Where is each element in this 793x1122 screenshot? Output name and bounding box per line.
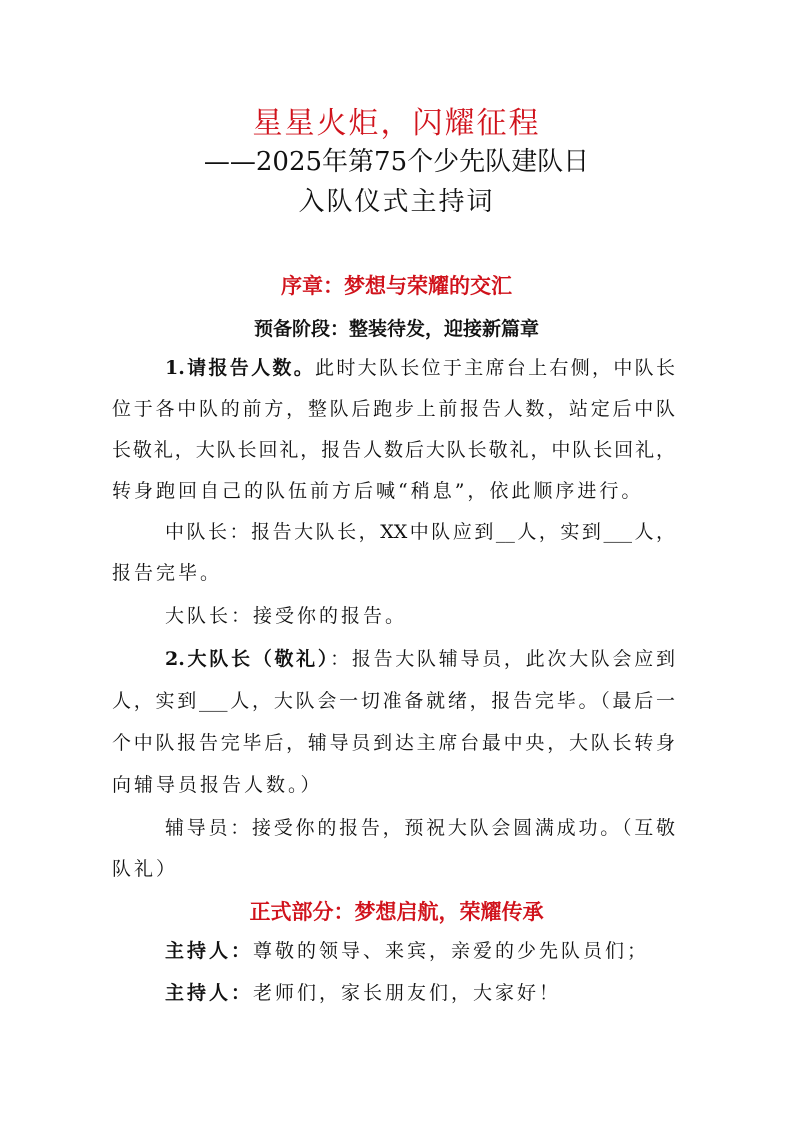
paragraph-line: 大队长：接受你的报告。 <box>165 605 408 627</box>
paragraph-line <box>165 646 675 672</box>
paragraph-line <box>165 980 675 1006</box>
subheading-preparation: 预备阶段：整装待发，迎接新篇章 <box>253 318 539 340</box>
speaker-label: 主持人： <box>165 982 254 1004</box>
paragraph-line: 中队长：报告大队长，XX中队应到__人，实到___人， <box>165 521 675 543</box>
speaker-label: 主持人： <box>165 940 254 962</box>
text: ：报告大队辅导员，此次大队会应到 <box>330 648 675 670</box>
paragraph-line: 报告完毕。 <box>112 562 223 584</box>
document-subtitle-2: 入队仪式主持词 <box>298 187 495 217</box>
step-label: 2.大队长（敬礼） <box>165 648 331 670</box>
text: 尊敬的领导、来宾，亲爱的少先队员们； <box>253 940 650 962</box>
section-heading-formal: 正式部分：梦想启航，荣耀传承 <box>249 899 544 924</box>
paragraph-line <box>165 355 675 381</box>
section-heading-prelude: 序章：梦想与荣耀的交汇 <box>281 273 512 298</box>
paragraph-line <box>165 938 675 964</box>
paragraph-line: 位于各中队的前方，整队后跑步上前报告人数，站定后中队 <box>112 398 675 420</box>
paragraph-line: 人，实到___人，大队会一切准备就绪，报告完毕。（最后一 <box>112 690 675 712</box>
paragraph-line: 转身跑回自己的队伍前方后喊“稍息”，依此顺序进行。 <box>112 480 644 502</box>
text: 此时大队长位于主席台上右侧，中队长 <box>315 357 675 379</box>
document-subtitle: ——2025年第75个少先队建队日 <box>203 147 590 177</box>
paragraph-line: 队礼） <box>112 858 179 880</box>
paragraph-line: 个中队报告完毕后，辅导员到达主席台最中央，大队长转身 <box>112 732 675 754</box>
document-title: 星星火炬，闪耀征程 <box>252 106 541 141</box>
paragraph-line: 长敬礼，大队长回礼，报告人数后大队长敬礼，中队长回礼， <box>112 439 675 461</box>
text: 老师们，家长朋友们，大家好！ <box>253 982 562 1004</box>
step-label: 1.请报告人数。 <box>165 357 316 379</box>
paragraph-line: 向辅导员报告人数。） <box>112 774 323 796</box>
paragraph-line: 辅导员：接受你的报告，预祝大队会圆满成功。（互敬 <box>165 817 675 839</box>
